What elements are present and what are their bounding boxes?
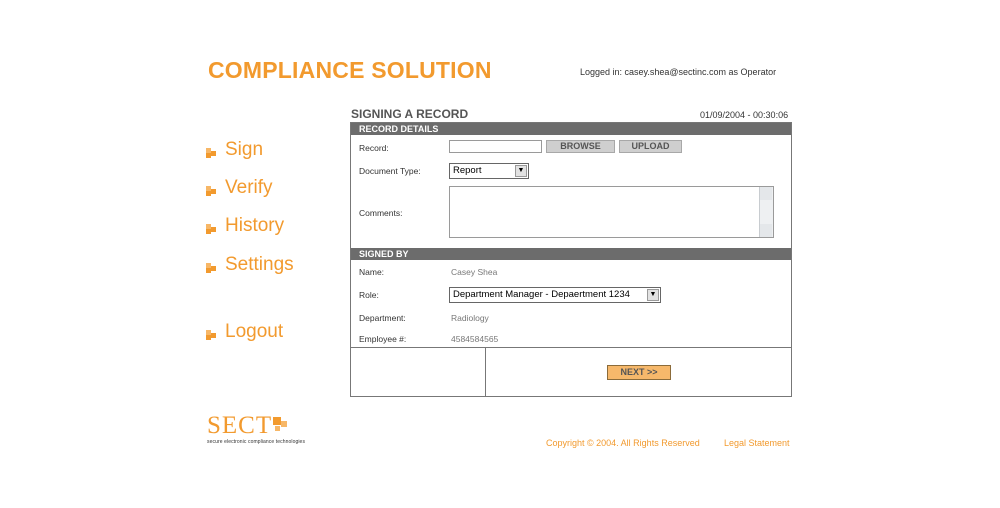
department-label: Department: — [359, 313, 406, 323]
sect-logo — [207, 413, 305, 445]
logo-text: SECT — [207, 412, 273, 439]
record-label: Record: — [359, 143, 389, 153]
orange-bullet-icon — [206, 221, 219, 234]
nav-item-label: Logout — [225, 321, 284, 342]
orange-bullet-icon — [206, 327, 219, 340]
document-type-select[interactable] — [449, 163, 529, 179]
orange-bullet-icon — [206, 260, 219, 273]
logo-tagline: secure electronic compliance technologies — [207, 439, 306, 445]
role-value: Department Manager - Depaertment 1234 — [453, 289, 630, 300]
scroll-down-icon[interactable] — [760, 224, 772, 237]
chevron-down-icon[interactable]: ▼ — [515, 165, 527, 177]
nav-item-settings[interactable] — [206, 254, 294, 276]
scroll-up-icon[interactable] — [760, 187, 772, 200]
employee-number-value: 4584584565 — [451, 334, 499, 344]
chevron-down-icon[interactable]: ▼ — [647, 289, 659, 301]
logo-mark-icon — [273, 417, 287, 433]
comments-scrollbar[interactable] — [759, 187, 773, 237]
nav-item-history[interactable] — [206, 215, 284, 237]
signed-by-header: SIGNED BY — [351, 248, 791, 260]
name-label: Name: — [359, 267, 385, 277]
nav-item-sign[interactable] — [206, 139, 263, 161]
nav-item-label: Verify — [225, 177, 273, 198]
browse-button[interactable]: BROWSE — [546, 140, 615, 153]
page-title: SIGNING A RECORD — [351, 107, 469, 121]
orange-bullet-icon — [206, 183, 219, 196]
nav-item-label: Settings — [225, 254, 294, 275]
page-datetime: 01/09/2004 - 00:30:06 — [700, 110, 789, 120]
upload-button[interactable]: UPLOAD — [619, 140, 682, 153]
role-select[interactable] — [449, 287, 661, 303]
role-label: Role: — [359, 290, 379, 300]
nav-item-label: History — [225, 215, 285, 236]
name-value: Casey Shea — [451, 267, 498, 277]
copyright-text: Copyright © 2004. All Rights Reserved — [546, 438, 700, 448]
record-details-header: RECORD DETAILS — [351, 123, 791, 135]
legal-statement-link[interactable]: Legal Statement — [724, 438, 790, 448]
login-status: Logged in: casey.shea@sectinc.com as Operator — [580, 67, 777, 77]
comments-textarea[interactable] — [449, 186, 774, 238]
document-type-label: Document Type: — [359, 166, 421, 176]
nav-item-label: Sign — [225, 139, 264, 160]
divider — [351, 347, 791, 348]
employee-number-label: Employee #: — [359, 334, 407, 344]
nav-item-logout[interactable] — [206, 321, 283, 343]
document-type-value: Report — [453, 165, 482, 176]
department-value: Radiology — [451, 313, 489, 323]
next-button[interactable]: NEXT >> — [607, 365, 671, 380]
orange-bullet-icon — [206, 145, 219, 158]
comments-label: Comments: — [359, 208, 403, 218]
record-input[interactable] — [449, 140, 542, 153]
signing-form-panel — [350, 122, 792, 397]
app-title: COMPLIANCE SOLUTION — [208, 57, 492, 83]
nav-item-verify[interactable] — [206, 177, 273, 199]
divider — [485, 347, 486, 397]
